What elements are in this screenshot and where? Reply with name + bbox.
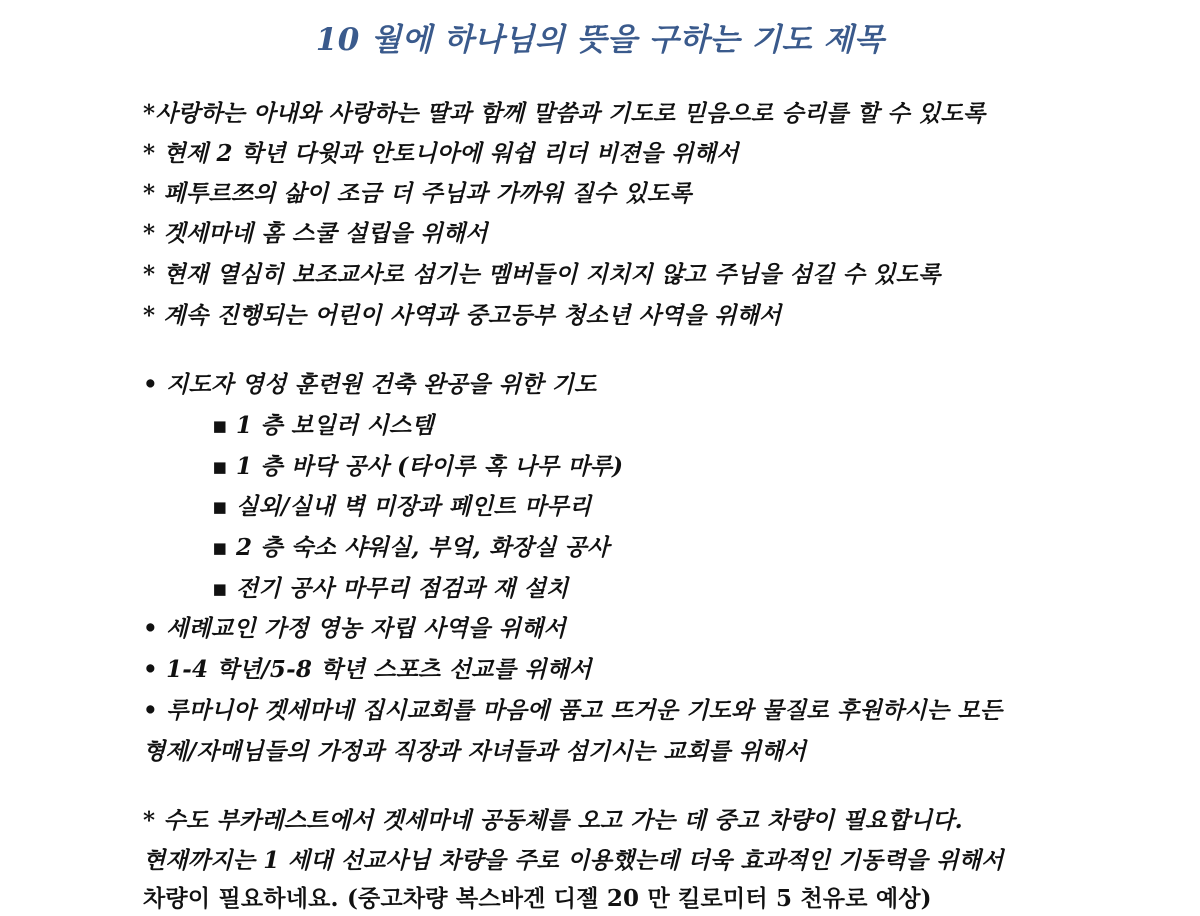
vehicle-request: 현재까지는 1 세대 선교사님 차량을 주로 이용했는데 더욱 효과적인 기동력을 위해서 <box>143 847 1004 874</box>
prayer-item-continuation: 형제/자매님들의 가정과 직장과 자녀들과 섬기시는 교회를 위해서 <box>143 738 807 765</box>
construction-heading: • 지도자 영성 훈련원 건축 완공을 위한 기도 <box>143 371 597 398</box>
vehicle-request: * 수도 부카레스트에서 겟세마네 공동체를 오고 가는 데 중고 차량이 필요합니다. <box>143 807 963 834</box>
prayer-item: • 루마니아 겟세마네 집시교회를 마음에 품고 뜨거운 기도와 물질로 후원하시는 모든 <box>143 697 1003 724</box>
prayer-item: * 현제 2 학년 다윗과 안토니아에 워쉽 리더 비젼을 위해서 <box>143 140 739 167</box>
vehicle-request: 차량이 필요하네요. (중고차량 복스바겐 디젤 20 만 킬로미터 5 천유로 예상) <box>143 885 932 912</box>
construction-subitem: ▪ 실외/실내 벽 미장과 페인트 마무리 <box>212 493 592 520</box>
prayer-item: • 세례교인 가정 영농 자립 사역을 위해서 <box>143 615 566 642</box>
construction-subitem: ▪ 2 층 숙소 샤워실, 부엌, 화장실 공사 <box>212 534 610 561</box>
prayer-item: *사랑하는 아내와 사랑하는 딸과 함께 말씀과 기도로 믿음으로 승리를 할 수 있도록 <box>143 100 986 127</box>
construction-subitem: ▪ 1 층 보일러 시스템 <box>212 412 434 439</box>
construction-subitem: ▪ 1 층 바닥 공사 (타이루 혹 나무 마루) <box>212 453 624 480</box>
prayer-item: • 1-4 학년/5-8 학년 스포츠 선교를 위해서 <box>143 656 592 683</box>
prayer-item: * 현재 열심히 보조교사로 섬기는 멤버들이 지치지 않고 주님을 섬길 수 있도록 <box>143 261 941 288</box>
prayer-item: * 겟세마네 홈 스쿨 설립을 위해서 <box>143 220 488 247</box>
construction-subitem: ▪ 전기 공사 마무리 점검과 재 설치 <box>212 575 569 602</box>
prayer-item: * 페투르쯔의 삶이 조금 더 주님과 가까워 질수 있도록 <box>143 180 692 207</box>
page-title: 10 월에 하나님의 뜻을 구하는 기도 제목 <box>315 22 885 58</box>
prayer-item: * 계속 진행되는 어린이 사역과 중고등부 청소년 사역을 위해서 <box>143 302 782 329</box>
